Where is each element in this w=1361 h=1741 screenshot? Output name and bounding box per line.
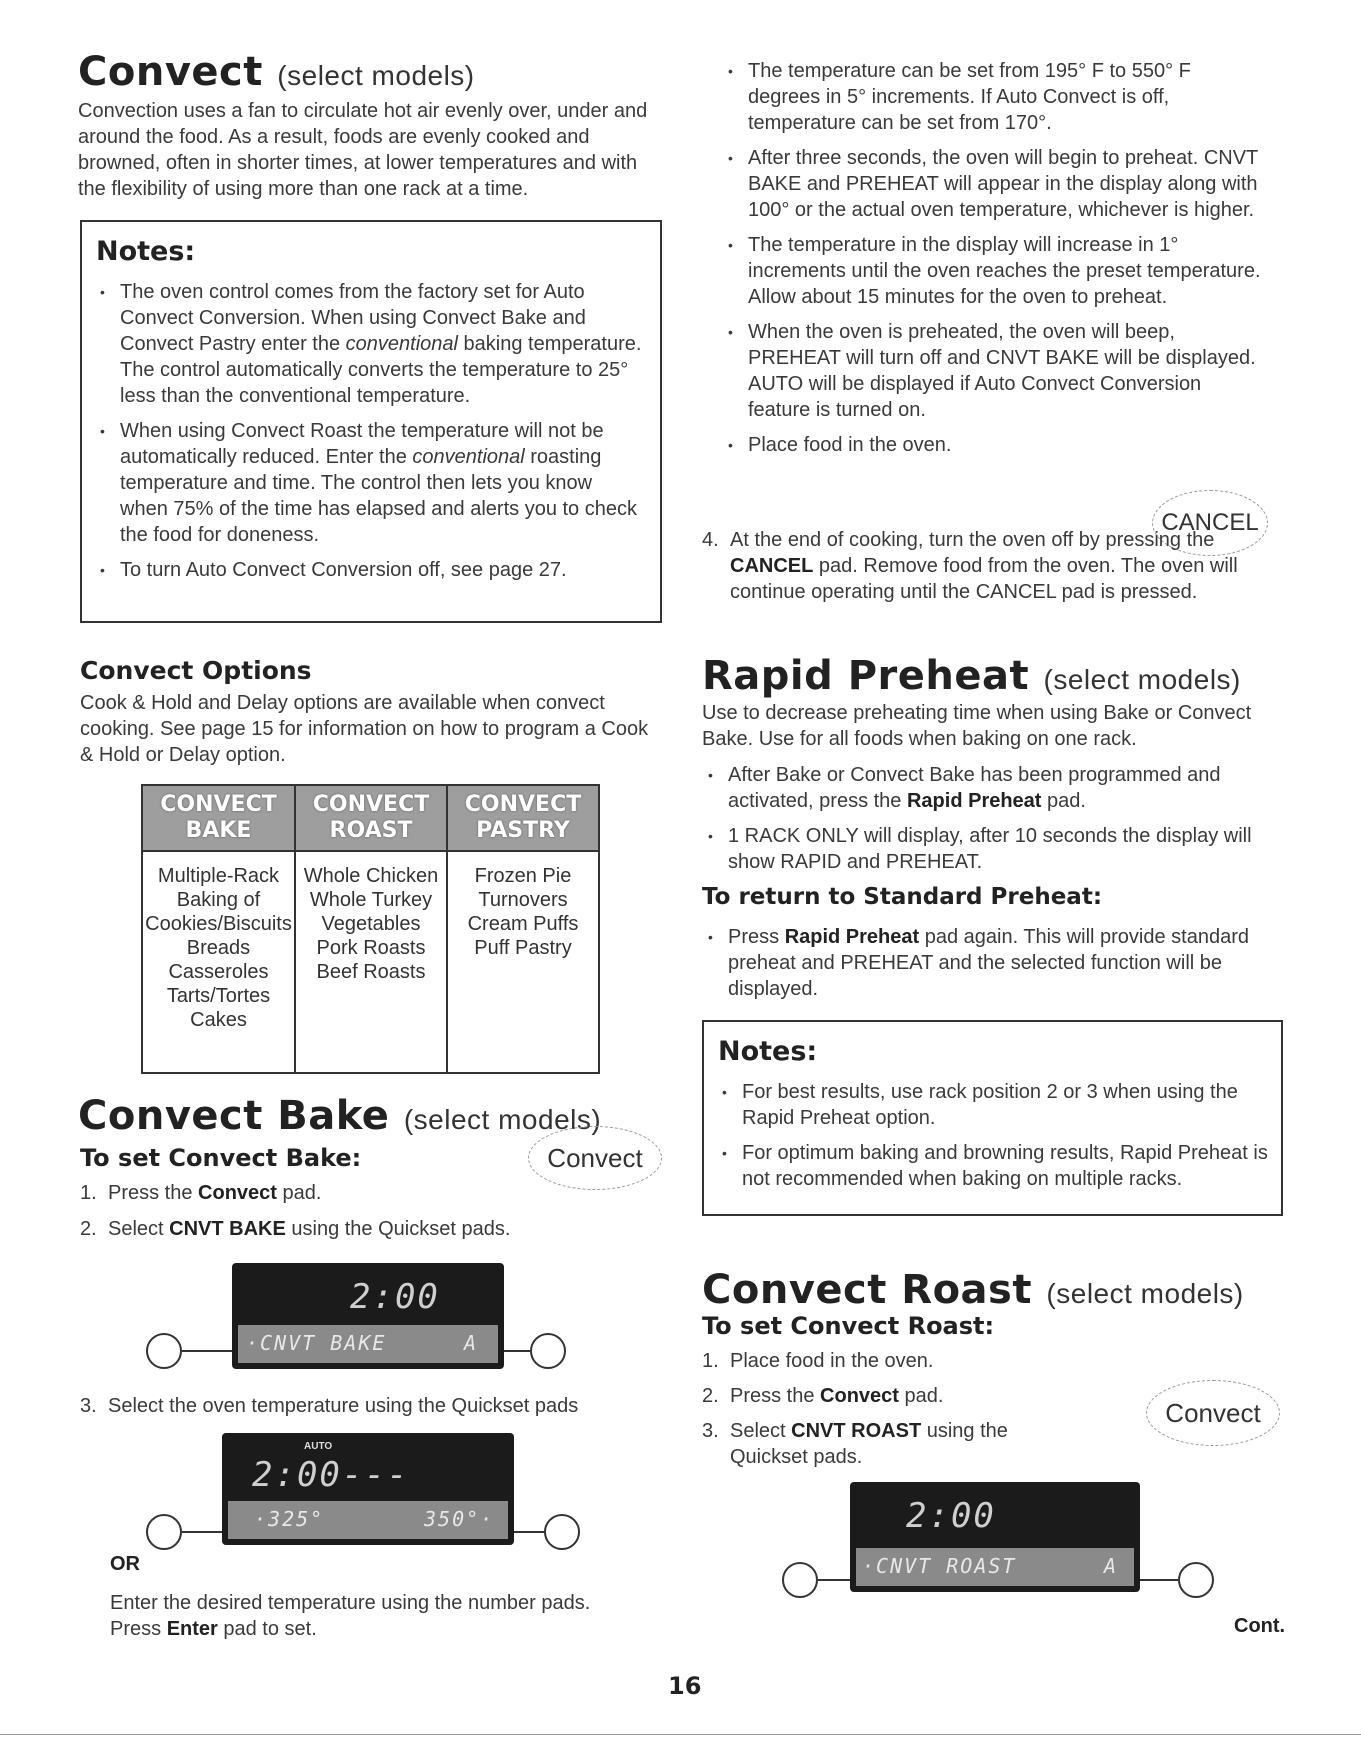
rapid-preheat-bullets	[702, 762, 1282, 884]
header-line: PASTRY	[476, 818, 570, 843]
note-text: To turn Auto Convect Conversion off, see page 27.	[120, 559, 567, 581]
header-line: CONVECT	[312, 792, 430, 817]
oven-display-temp	[222, 1433, 514, 1545]
convect-bake-steps	[80, 1180, 640, 1242]
step-bold: CANCEL	[730, 555, 814, 577]
step-item	[80, 1180, 640, 1206]
step-text: pad.	[898, 1385, 944, 1407]
table-cell: Whole Turkey	[309, 889, 433, 911]
step-text: Place food in the oven.	[730, 1350, 934, 1372]
step-item	[702, 527, 1272, 605]
convect-roast-subtitle: (select models)	[1046, 1278, 1244, 1309]
bullet-item: • After three seconds, the oven will begin to preheat. CNVT BAKE and PREHEAT will appear in the display along with 100° or the actual oven temperature, whichever is higher.	[722, 145, 1262, 223]
bullet-bold: Rapid Preheat	[906, 790, 1042, 812]
table-cell: Baking of	[176, 889, 261, 911]
step-number: 2.	[80, 1218, 97, 1240]
display-knob-right	[1178, 1562, 1214, 1598]
note-item	[94, 418, 642, 548]
bullet-text: Press	[728, 926, 785, 948]
set-convect-roast-heading: To set Convect Roast:	[702, 1312, 995, 1340]
convect-bake-step3	[80, 1393, 660, 1419]
rapid-preheat-intro: Use to decrease preheating time when using Bake or Convect Bake. Use for all foods when baking on one rack.	[702, 702, 1252, 750]
rapid-preheat-title: Rapid Preheat	[702, 653, 1030, 699]
step-item	[80, 1216, 640, 1242]
display-time: 2:00	[350, 1277, 440, 1317]
bullet-item: • 1 RACK ONLY will display, after 10 seconds the display will show RAPID and PREHEAT.	[702, 823, 1282, 875]
display-knob-left	[146, 1333, 182, 1369]
display-set-temp: 350°·	[424, 1507, 495, 1531]
bullet-text: After Bake or Convect Bake has been programmed and activated, press the	[728, 764, 1221, 812]
convect-pad-icon: Convect	[528, 1126, 662, 1190]
convect-roast-heading	[702, 1267, 1244, 1313]
enter-temp-text	[110, 1590, 670, 1642]
step-text: Select	[730, 1420, 792, 1442]
knob-connector	[1140, 1579, 1178, 1581]
table-header-bake	[142, 785, 295, 851]
convect-options-table	[141, 784, 600, 1074]
step-text: using the Quickset pads.	[730, 1420, 1008, 1468]
table-cell: Frozen Pie	[474, 865, 572, 887]
return-standard-heading: To return to Standard Preheat:	[702, 884, 1103, 910]
display-symbol: A	[1104, 1554, 1119, 1578]
table-cell: Multiple-Rack	[157, 865, 280, 887]
note-emphasis: conventional	[345, 333, 458, 355]
table-cell: Whole Chicken	[303, 865, 439, 887]
table-header-roast	[295, 785, 447, 851]
knob-connector	[514, 1531, 544, 1533]
display-strip	[856, 1548, 1134, 1586]
rapid-notes-box	[702, 1020, 1283, 1216]
table-cell: Puff Pastry	[474, 937, 572, 959]
convect-bake-step4	[702, 527, 1272, 605]
step-bold: CNVT ROAST	[791, 1420, 922, 1442]
enter-line: Enter the desired temperature using the number pads.	[110, 1592, 591, 1614]
table-cell: Cream Puffs	[467, 913, 579, 935]
table-cell: Turnovers	[478, 889, 568, 911]
notes-title: Notes:	[718, 1036, 818, 1067]
oven-display-roast	[850, 1482, 1140, 1592]
convect-heading	[78, 49, 475, 95]
header-line: CONVECT	[160, 792, 277, 817]
bullet-bold: Rapid Preheat	[784, 926, 920, 948]
step-item	[702, 1383, 1052, 1409]
display-mode: ·CNVT ROAST	[862, 1554, 1017, 1578]
table-cell: Tarts/Tortes	[166, 985, 271, 1007]
display-symbol: A	[464, 1331, 479, 1355]
note-text: When using Convect Roast the temperature will not be automatically reduced. Enter the	[120, 420, 604, 468]
bullet-item: • The temperature in the display will increase in 1° increments until the oven reaches the preset temperature. Allow about 15 minutes for the oven to preheat.	[722, 232, 1262, 310]
table-cell: Beef Roasts	[316, 961, 426, 983]
note-item	[94, 279, 642, 409]
step-text: Select the oven temperature using the Quickset pads	[108, 1395, 579, 1417]
table-cell: Breads	[186, 937, 251, 959]
display-current-temp: ·325°	[254, 1507, 325, 1531]
bullet-item	[702, 924, 1282, 1002]
table-cell: Cookies/Biscuits	[145, 913, 292, 935]
convect-roast-title: Convect Roast	[702, 1267, 1032, 1313]
set-convect-bake-heading: To set Convect Bake:	[80, 1144, 362, 1172]
table-cell: Casseroles	[168, 961, 269, 983]
note-item: • For best results, use rack position 2 or 3 when using the Rapid Preheat option.	[716, 1079, 1269, 1131]
page-number: 16	[668, 1672, 702, 1700]
convect-intro: Convection uses a fan to circulate hot air evenly over, under and around the food. As a result, foods are evenly cooked and browned, often in shorter times, at lower temperatures and with the flexibility of using more than one rack at a time.	[78, 100, 648, 200]
convect-title: Convect	[78, 49, 263, 95]
step-text: pad. Remove food from the oven. The oven will continue operating until the CANCEL pad is pressed.	[730, 555, 1238, 603]
note-item: • For optimum baking and browning results, Rapid Preheat is not recommended when baking on multiple racks.	[716, 1140, 1269, 1192]
step-number: 1.	[702, 1350, 719, 1372]
convect-options-text: Cook & Hold and Delay options are available when convect cooking. See page 15 for information on how to program a Cook & Hold or Delay option.	[80, 692, 649, 766]
step-item	[702, 1348, 1052, 1374]
table-col-bake	[142, 851, 295, 1073]
note-text: The oven control comes from the factory set for Auto Convect Conversion. When using Convect Bake and Convect Pastry enter the	[120, 281, 586, 355]
knob-connector	[504, 1350, 530, 1352]
table-cell: Pork Roasts	[316, 937, 426, 959]
display-knob-right	[530, 1333, 566, 1369]
header-line: ROAST	[329, 818, 413, 843]
display-time: 2:00---	[252, 1455, 410, 1495]
return-standard-bullets	[702, 924, 1282, 1011]
notes-list	[94, 279, 642, 583]
step-number: 3.	[702, 1420, 719, 1442]
table-header-pastry	[447, 785, 599, 851]
bullet-item	[702, 762, 1282, 814]
table-cell: Cakes	[190, 1009, 247, 1031]
step-text: using the Quickset pads.	[285, 1218, 511, 1240]
page-bottom-rule	[0, 1734, 1361, 1735]
step-bold: Convect	[198, 1182, 277, 1204]
enter-text: Press	[110, 1618, 167, 1640]
convect-bake-heading	[78, 1093, 602, 1139]
bullet-item: • Place food in the oven.	[722, 432, 1262, 458]
convect-bake-bullets	[722, 58, 1262, 467]
bullet-text: pad again. This will provide standard preheat and PREHEAT and the selected function will be displayed.	[728, 926, 1249, 1000]
step-text: Press the	[108, 1182, 199, 1204]
note-text: baking temperature. The control automatically converts the temperature to 25° less than the conventional temperature.	[120, 333, 642, 407]
display-time: 2:00	[906, 1496, 996, 1536]
step-number: 1.	[80, 1182, 97, 1204]
display-strip	[228, 1501, 508, 1539]
table-col-pastry	[447, 851, 599, 1073]
header-line: CONVECT	[464, 792, 582, 817]
step-text: At the end of cooking, turn the oven off by pressing the	[730, 529, 1215, 551]
bullet-text: pad.	[1041, 790, 1086, 812]
knob-connector	[182, 1531, 222, 1533]
convect-roast-pad-icon: Convect	[1146, 1380, 1280, 1446]
display-knob-left	[782, 1562, 818, 1598]
convect-bake-title: Convect Bake	[78, 1093, 390, 1139]
step-number: 2.	[702, 1385, 719, 1407]
step-bold: Convect	[820, 1385, 899, 1407]
continued-label: Cont.	[1234, 1615, 1286, 1637]
display-auto-label: AUTO	[304, 1441, 333, 1452]
note-text: roasting temperature and time. The control then lets you know when 75% of the time has elapsed and alerts you to check the food for doneness.	[120, 446, 637, 546]
display-mode: ·CNVT BAKE	[246, 1331, 387, 1355]
notes-list	[716, 1079, 1269, 1192]
convect-bake-subtitle: (select models)	[403, 1104, 602, 1135]
enter-text: pad to set.	[217, 1618, 317, 1640]
knob-connector	[182, 1350, 232, 1352]
step-number: 4.	[702, 529, 719, 551]
rapid-preheat-heading	[702, 653, 1241, 699]
notes-title: Notes:	[96, 236, 196, 267]
step-item	[80, 1393, 660, 1419]
display-knob-left	[146, 1514, 182, 1550]
bullet-item: • When the oven is preheated, the oven will beep, PREHEAT will turn off and CNVT BAKE will be displayed. AUTO will be displayed if Auto Convect Conversion feature is turned on.	[722, 319, 1262, 423]
display-knob-right	[544, 1514, 580, 1550]
convect-roast-steps	[702, 1348, 1052, 1470]
convect-notes-box	[80, 220, 662, 623]
rapid-preheat-subtitle: (select models)	[1043, 664, 1241, 695]
display-strip	[238, 1325, 498, 1363]
convect-options-heading: Convect Options	[80, 656, 312, 685]
header-line: BAKE	[185, 818, 252, 843]
oven-display-bake	[232, 1263, 504, 1369]
enter-line	[110, 1616, 670, 1642]
table-col-roast	[295, 851, 447, 1073]
step-text: Press the	[730, 1385, 821, 1407]
step-text: pad.	[276, 1182, 322, 1204]
convect-subtitle: (select models)	[277, 60, 475, 91]
cancel-pad-icon: CANCEL	[1152, 490, 1268, 556]
step-item	[702, 1418, 1030, 1470]
or-label: OR	[110, 1553, 140, 1575]
step-text: Select	[108, 1218, 170, 1240]
bullet-item: • The temperature can be set from 195° F to 550° F degrees in 5° increments. If Auto Convect is off, temperature can be set from 170°.	[722, 58, 1262, 136]
enter-bold: Enter	[166, 1618, 218, 1640]
note-emphasis: conventional	[412, 446, 525, 468]
knob-connector	[818, 1579, 850, 1581]
table-cell: Vegetables	[321, 913, 421, 935]
note-item	[94, 557, 642, 583]
step-bold: CNVT BAKE	[169, 1218, 286, 1240]
step-number: 3.	[80, 1395, 97, 1417]
